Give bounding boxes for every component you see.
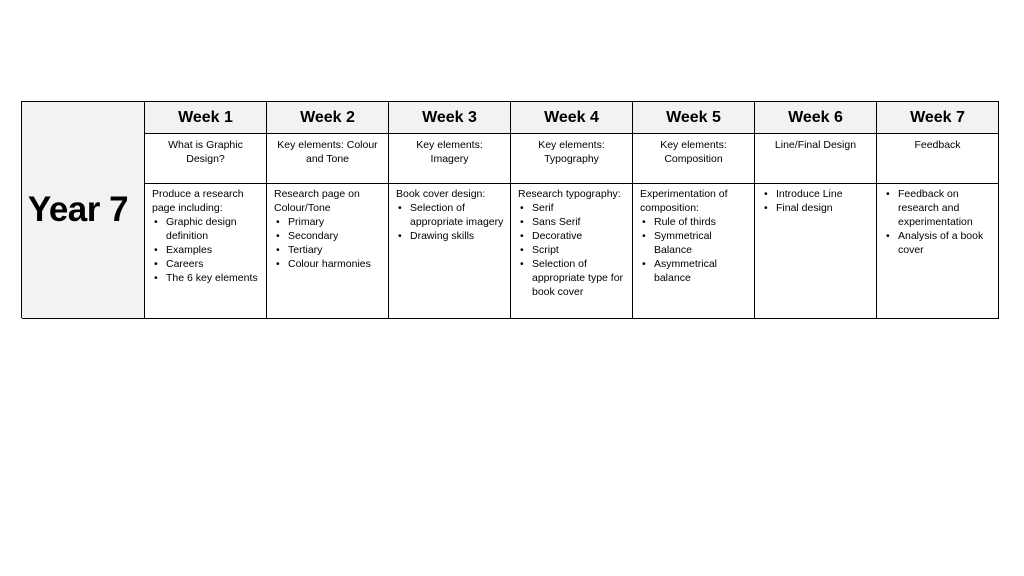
week-bullet-item: • Selection of appropriate imagery: [396, 201, 504, 229]
week-content: [389, 184, 511, 319]
week-bullet-item: • Final design: [762, 201, 870, 215]
week-topic: Line/Final Design: [755, 134, 877, 184]
week-bullet-list: [152, 215, 260, 285]
week-content-intro: Experimentation of composition:: [640, 188, 728, 214]
week-heading: Week 4: [511, 102, 633, 134]
week-bullet-item: • Sans Serif: [518, 215, 626, 229]
week-bullet-item: • Analysis of a book cover: [884, 229, 992, 257]
week-bullet-item: • Colour harmonies: [274, 257, 382, 271]
week-bullet-item: • Symmetrical Balance: [640, 229, 748, 257]
week-content-intro: Book cover design:: [396, 188, 486, 200]
week-bullet-item: • Secondary: [274, 229, 382, 243]
week-heading: Week 2: [267, 102, 389, 134]
week-bullet-list: [396, 201, 504, 243]
week-bullet-list: [274, 215, 382, 271]
week-content: [755, 184, 877, 319]
week-bullet-item: • Tertiary: [274, 243, 382, 257]
week-topic: Key elements: Typography: [511, 134, 633, 184]
week-bullet-list: [518, 201, 626, 299]
week-heading: Week 5: [633, 102, 755, 134]
week-topic: Key elements: Composition: [633, 134, 755, 184]
week-bullet-item: • Asymmetrical balance: [640, 257, 748, 285]
week-content: [877, 184, 999, 319]
week-bullet-item: • The 6 key elements: [152, 271, 260, 285]
week-content-intro: Research page on Colour/Tone: [274, 188, 360, 214]
week-topic: Key elements: Imagery: [389, 134, 511, 184]
week-bullet-item: • Selection of appropriate type for book cover: [518, 257, 626, 299]
week-bullet-item: • Introduce Line: [762, 187, 870, 201]
week-heading: Week 3: [389, 102, 511, 134]
week-bullet-list: [640, 215, 748, 285]
week-bullet-item: • Rule of thirds: [640, 215, 748, 229]
week-topic: Key elements: Colour and Tone: [267, 134, 389, 184]
week-bullet-list: [884, 187, 992, 257]
week-bullet-item: • Examples: [152, 243, 260, 257]
curriculum-table: [21, 101, 999, 318]
year-cell: [22, 102, 145, 319]
week-topic: Feedback: [877, 134, 999, 184]
week-bullet-item: • Decorative: [518, 229, 626, 243]
week-heading: Week 6: [755, 102, 877, 134]
week-bullet-list: [762, 187, 870, 215]
week-bullet-item: • Careers: [152, 257, 260, 271]
week-content: [633, 184, 755, 319]
week-content: [511, 184, 633, 319]
week-bullet-item: • Serif: [518, 201, 626, 215]
week-content-intro: Research typography:: [518, 188, 621, 200]
year-label: Year 7: [27, 190, 129, 229]
week-bullet-item: • Primary: [274, 215, 382, 229]
week-bullet-item: • Script: [518, 243, 626, 257]
week-topic: What is Graphic Design?: [145, 134, 267, 184]
week-content-intro: Produce a research page including:: [152, 188, 244, 214]
week-heading: Week 1: [145, 102, 267, 134]
week-content: [145, 184, 267, 319]
week-bullet-item: • Feedback on research and experimentation: [884, 187, 992, 229]
week-content: [267, 184, 389, 319]
week-heading: Week 7: [877, 102, 999, 134]
week-bullet-item: • Drawing skills: [396, 229, 504, 243]
week-bullet-item: • Graphic design definition: [152, 215, 260, 243]
